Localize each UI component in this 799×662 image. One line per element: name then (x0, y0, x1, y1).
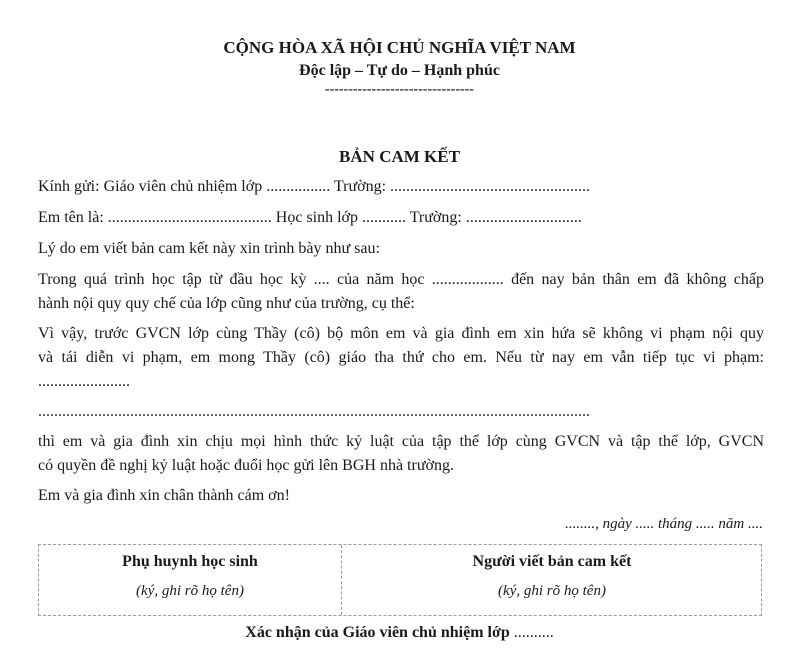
country-heading: CỘNG HÒA XÃ HỘI CHỦ NGHĨA VIỆT NAM (223, 38, 576, 57)
student-name-line: Em tên là: ......................................... Học sinh lớp ........... Trường: ............................. (38, 209, 582, 226)
parent-signature-title: Phụ huynh học sinh (122, 553, 258, 570)
promise-line-3: ....................... (38, 373, 130, 390)
thanks-line: Em và gia đình xin chân thành cám ơn! (38, 487, 290, 504)
parent-signature-note: (ký, ghi rõ họ tên) (136, 583, 244, 599)
teacher-confirmation-dots: .......... (509, 624, 554, 641)
parent-signature-cell (39, 545, 342, 615)
promise-line-2: và tái diễn vi phạm, em mong Thầy (cô) giáo tha thứ cho em. Nếu từ nay em vẫn tiếp tục vi phạm: (38, 349, 764, 366)
date-line: ........, ngày ..... tháng ..... năm .... (565, 516, 763, 532)
violation-line-2: hành nội quy quy chế của lớp cũng như của trường, cụ thể: (38, 295, 415, 312)
promise-line-1: Vì vậy, trước GVCN lớp cùng Thầy (cô) bộ môn em và gia đình em xin hứa sẽ không vi phạm nội quy (38, 325, 764, 342)
writer-signature-title: Người viết bản cam kết (472, 553, 632, 570)
teacher-confirmation (0, 622, 799, 644)
violation-line-1: Trong quá trình học tập từ đầu học kỳ .... của năm học .................. đến nay bản thân em đã không chấp (38, 271, 764, 288)
writer-signature-cell (341, 545, 763, 615)
discipline-line-1: thì em và gia đình xin chịu mọi hình thức kỷ luật của tập thể lớp cùng GVCN và tập thể lớp, GVCN (38, 433, 764, 450)
motto: Độc lập – Tự do – Hạnh phúc (299, 62, 500, 79)
writer-signature-note: (ký, ghi rõ họ tên) (498, 583, 606, 599)
teacher-confirmation-label: Xác nhận của Giáo viên chủ nhiệm lớp (245, 624, 510, 641)
recipient-line: Kính gửi: Giáo viên chủ nhiệm lớp ................ Trường: .................................................. (38, 178, 591, 195)
reason-intro: Lý do em viết bản cam kết này xin trình bày như sau: (38, 240, 380, 257)
discipline-line-2: có quyền đề nghị kỷ luật hoặc đuổi học gửi lên BGH nhà trường. (38, 457, 454, 474)
blank-dots-line: .......................................................................................................................................... (38, 403, 590, 420)
document-title: BẢN CAM KẾT (339, 147, 460, 166)
header-divider: -------------------------------- (324, 82, 475, 97)
signature-box (38, 544, 762, 616)
